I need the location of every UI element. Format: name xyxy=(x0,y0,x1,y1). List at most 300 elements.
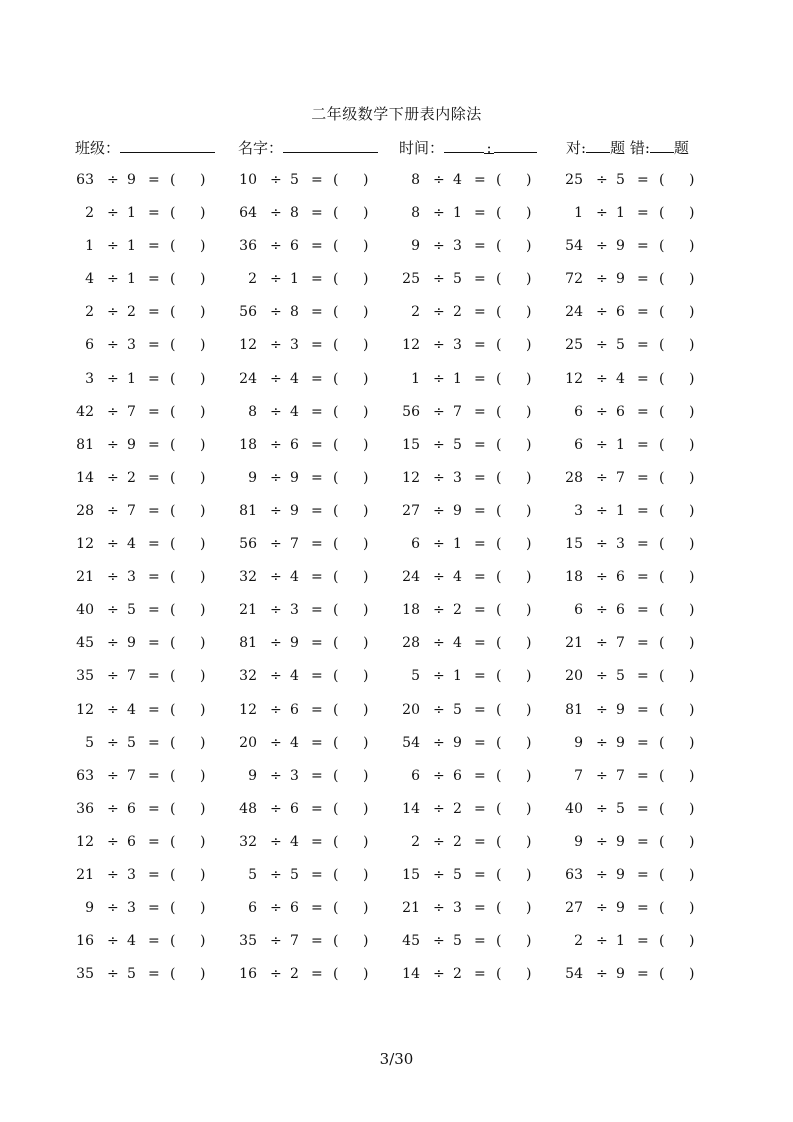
right-paren: ) xyxy=(363,469,369,486)
answer-blank[interactable] xyxy=(506,503,524,521)
dividend: 6 xyxy=(248,900,257,917)
divisor: 9 xyxy=(453,734,462,751)
answer-blank[interactable] xyxy=(506,569,524,587)
answer-blank[interactable] xyxy=(343,569,361,587)
problem-row xyxy=(0,598,793,631)
answer-blank[interactable] xyxy=(669,900,687,918)
right-paren: ) xyxy=(526,866,532,883)
answer-blank[interactable] xyxy=(669,867,687,885)
answer-blank[interactable] xyxy=(180,635,198,653)
dividend: 16 xyxy=(76,933,94,950)
answer-blank[interactable] xyxy=(669,569,687,587)
divide-sign: ÷ xyxy=(107,205,119,222)
dividend: 5 xyxy=(411,668,420,685)
right-paren: ) xyxy=(689,933,695,950)
right-paren: ) xyxy=(363,569,369,586)
right-paren: ) xyxy=(526,370,532,387)
dividend: 7 xyxy=(574,767,583,784)
divisor: 6 xyxy=(616,602,625,619)
name-blank[interactable] xyxy=(283,138,378,153)
dividend: 14 xyxy=(402,800,420,817)
divisor: 9 xyxy=(290,502,299,519)
answer-blank[interactable] xyxy=(180,668,198,686)
equals-sign: = xyxy=(474,734,486,751)
answer-blank[interactable] xyxy=(343,966,361,984)
right-paren: ) xyxy=(200,238,206,255)
time-minute-blank[interactable] xyxy=(494,138,537,153)
dividend: 2 xyxy=(85,205,94,222)
right-paren: ) xyxy=(363,205,369,222)
divisor: 7 xyxy=(616,635,625,652)
answer-blank[interactable] xyxy=(343,602,361,620)
answer-blank[interactable] xyxy=(180,536,198,554)
answer-blank[interactable] xyxy=(506,900,524,918)
divide-sign: ÷ xyxy=(270,602,282,619)
answer-blank[interactable] xyxy=(669,933,687,951)
right-paren: ) xyxy=(363,635,369,652)
answer-blank[interactable] xyxy=(180,933,198,951)
answer-blank[interactable] xyxy=(180,702,198,720)
equals-sign: = xyxy=(311,469,323,486)
answer-blank[interactable] xyxy=(669,735,687,753)
left-paren: ( xyxy=(170,900,176,917)
divisor: 6 xyxy=(127,800,136,817)
answer-blank[interactable] xyxy=(180,172,198,190)
answer-blank[interactable] xyxy=(669,437,687,455)
left-paren: ( xyxy=(333,469,339,486)
answer-blank[interactable] xyxy=(506,304,524,322)
left-paren: ( xyxy=(333,172,339,188)
dividend: 2 xyxy=(574,933,583,950)
left-paren: ( xyxy=(170,635,176,652)
right-paren: ) xyxy=(526,436,532,453)
answer-blank[interactable] xyxy=(343,768,361,786)
answer-blank[interactable] xyxy=(343,470,361,488)
right-paren: ) xyxy=(689,469,695,486)
left-paren: ( xyxy=(170,668,176,685)
answer-blank[interactable] xyxy=(343,702,361,720)
divisor: 7 xyxy=(127,502,136,519)
score-field[interactable] xyxy=(566,137,689,158)
divisor: 4 xyxy=(290,833,299,850)
left-paren: ( xyxy=(659,767,665,784)
problem-row xyxy=(0,731,793,764)
divisor: 9 xyxy=(127,172,136,188)
answer-blank[interactable] xyxy=(343,404,361,422)
answer-blank[interactable] xyxy=(669,205,687,223)
divide-sign: ÷ xyxy=(107,238,119,255)
dividend: 8 xyxy=(248,403,257,420)
dividend: 45 xyxy=(402,933,420,950)
answer-blank[interactable] xyxy=(506,371,524,389)
left-paren: ( xyxy=(659,502,665,519)
right-paren: ) xyxy=(200,403,206,420)
problem-row xyxy=(0,466,793,499)
dividend: 2 xyxy=(411,304,420,321)
answer-blank[interactable] xyxy=(343,172,361,190)
equals-sign: = xyxy=(474,933,486,950)
equals-sign: = xyxy=(311,271,323,288)
right-paren: ) xyxy=(689,602,695,619)
equals-sign: = xyxy=(637,602,649,619)
answer-blank[interactable] xyxy=(506,867,524,885)
equals-sign: = xyxy=(474,701,486,718)
answer-blank[interactable] xyxy=(180,238,198,256)
divide-sign: ÷ xyxy=(270,172,282,188)
equals-sign: = xyxy=(474,635,486,652)
answer-blank[interactable] xyxy=(669,801,687,819)
left-paren: ( xyxy=(659,172,665,188)
answer-blank[interactable] xyxy=(180,404,198,422)
dividend: 9 xyxy=(248,469,257,486)
answer-blank[interactable] xyxy=(506,834,524,852)
left-paren: ( xyxy=(659,933,665,950)
left-paren: ( xyxy=(496,403,502,420)
problem-row xyxy=(0,698,793,731)
divisor: 9 xyxy=(616,833,625,850)
equals-sign: = xyxy=(474,866,486,883)
right-paren: ) xyxy=(363,436,369,453)
answer-blank[interactable] xyxy=(343,668,361,686)
divide-sign: ÷ xyxy=(270,205,282,222)
left-paren: ( xyxy=(333,436,339,453)
left-paren: ( xyxy=(170,172,176,188)
divide-sign: ÷ xyxy=(270,370,282,387)
divide-sign: ÷ xyxy=(270,536,282,553)
answer-blank[interactable] xyxy=(180,867,198,885)
right-paren: ) xyxy=(200,337,206,354)
equals-sign: = xyxy=(637,569,649,586)
dividend: 12 xyxy=(76,701,94,718)
right-paren: ) xyxy=(689,800,695,817)
answer-blank[interactable] xyxy=(506,205,524,223)
left-paren: ( xyxy=(333,767,339,784)
answer-blank[interactable] xyxy=(669,337,687,355)
answer-blank[interactable] xyxy=(180,735,198,753)
dividend: 14 xyxy=(76,469,94,486)
answer-blank[interactable] xyxy=(180,966,198,984)
left-paren: ( xyxy=(333,304,339,321)
answer-blank[interactable] xyxy=(506,602,524,620)
answer-blank[interactable] xyxy=(506,536,524,554)
dividend: 48 xyxy=(239,800,257,817)
answer-blank[interactable] xyxy=(506,668,524,686)
right-paren: ) xyxy=(200,800,206,817)
divisor: 3 xyxy=(453,238,462,255)
equals-sign: = xyxy=(311,205,323,222)
answer-blank[interactable] xyxy=(669,371,687,389)
divisor: 1 xyxy=(127,205,136,222)
dividend: 12 xyxy=(402,469,420,486)
right-paren: ) xyxy=(526,238,532,255)
left-paren: ( xyxy=(170,205,176,222)
answer-blank[interactable] xyxy=(343,900,361,918)
equals-sign: = xyxy=(148,205,160,222)
dividend: 12 xyxy=(239,337,257,354)
equals-sign: = xyxy=(637,635,649,652)
answer-blank[interactable] xyxy=(180,470,198,488)
left-paren: ( xyxy=(333,370,339,387)
answer-blank[interactable] xyxy=(343,238,361,256)
divide-sign: ÷ xyxy=(270,701,282,718)
right-paren: ) xyxy=(526,966,532,983)
dividend: 56 xyxy=(239,304,257,321)
equals-sign: = xyxy=(311,668,323,685)
right-paren: ) xyxy=(526,767,532,784)
dividend: 5 xyxy=(248,866,257,883)
answer-blank[interactable] xyxy=(669,702,687,720)
answer-blank[interactable] xyxy=(669,834,687,852)
answer-blank[interactable] xyxy=(669,768,687,786)
divisor: 6 xyxy=(290,238,299,255)
dividend: 21 xyxy=(239,602,257,619)
answer-blank[interactable] xyxy=(506,238,524,256)
answer-blank[interactable] xyxy=(669,172,687,190)
right-paren: ) xyxy=(200,966,206,983)
left-paren: ( xyxy=(170,701,176,718)
equals-sign: = xyxy=(311,701,323,718)
divide-sign: ÷ xyxy=(107,833,119,850)
answer-blank[interactable] xyxy=(669,503,687,521)
right-paren: ) xyxy=(689,403,695,420)
divide-sign: ÷ xyxy=(270,668,282,685)
dividend: 4 xyxy=(85,271,94,288)
right-paren: ) xyxy=(200,734,206,751)
divide-sign: ÷ xyxy=(270,635,282,652)
equals-sign: = xyxy=(637,436,649,453)
left-paren: ( xyxy=(659,602,665,619)
dividend: 5 xyxy=(85,734,94,751)
right-paren: ) xyxy=(200,469,206,486)
answer-blank[interactable] xyxy=(669,271,687,289)
dividend: 10 xyxy=(239,172,257,188)
answer-blank[interactable] xyxy=(506,271,524,289)
right-paren: ) xyxy=(526,800,532,817)
answer-blank[interactable] xyxy=(343,271,361,289)
right-paren: ) xyxy=(200,205,206,222)
answer-blank[interactable] xyxy=(669,668,687,686)
right-paren: ) xyxy=(200,502,206,519)
answer-blank[interactable] xyxy=(180,602,198,620)
equals-sign: = xyxy=(311,436,323,453)
problem-row xyxy=(0,532,793,565)
answer-blank[interactable] xyxy=(180,801,198,819)
time-hour-blank[interactable] xyxy=(444,138,484,153)
equals-sign: = xyxy=(311,900,323,917)
dividend: 24 xyxy=(565,304,583,321)
dividend: 14 xyxy=(402,966,420,983)
left-paren: ( xyxy=(496,536,502,553)
answer-blank[interactable] xyxy=(506,735,524,753)
answer-blank[interactable] xyxy=(343,834,361,852)
answer-blank[interactable] xyxy=(669,966,687,984)
equals-sign: = xyxy=(311,172,323,188)
problem-row xyxy=(0,201,793,234)
equals-sign: = xyxy=(474,668,486,685)
right-paren: ) xyxy=(689,436,695,453)
equals-sign: = xyxy=(311,866,323,883)
left-paren: ( xyxy=(170,966,176,983)
answer-blank[interactable] xyxy=(506,801,524,819)
divisor: 1 xyxy=(453,370,462,387)
answer-blank[interactable] xyxy=(343,337,361,355)
divisor: 6 xyxy=(127,833,136,850)
answer-blank[interactable] xyxy=(506,470,524,488)
answer-blank[interactable] xyxy=(180,768,198,786)
answer-blank[interactable] xyxy=(180,569,198,587)
divisor: 4 xyxy=(127,933,136,950)
answer-blank[interactable] xyxy=(180,205,198,223)
right-paren: ) xyxy=(689,767,695,784)
answer-blank[interactable] xyxy=(343,867,361,885)
divide-sign: ÷ xyxy=(433,536,445,553)
left-paren: ( xyxy=(170,502,176,519)
dividend: 35 xyxy=(239,933,257,950)
equals-sign: = xyxy=(148,403,160,420)
answer-blank[interactable] xyxy=(669,404,687,422)
answer-blank[interactable] xyxy=(343,205,361,223)
right-paren: ) xyxy=(689,172,695,188)
dividend: 6 xyxy=(574,602,583,619)
divisor: 5 xyxy=(453,866,462,883)
dividend: 28 xyxy=(402,635,420,652)
right-paren: ) xyxy=(689,304,695,321)
class-blank[interactable] xyxy=(120,138,215,153)
right-paren: ) xyxy=(689,536,695,553)
equals-sign: = xyxy=(637,900,649,917)
equals-sign: = xyxy=(148,966,160,983)
divide-sign: ÷ xyxy=(433,304,445,321)
answer-blank[interactable] xyxy=(506,702,524,720)
divide-sign: ÷ xyxy=(270,238,282,255)
answer-blank[interactable] xyxy=(180,271,198,289)
class-field[interactable] xyxy=(75,137,215,158)
answer-blank[interactable] xyxy=(180,437,198,455)
left-paren: ( xyxy=(333,635,339,652)
divide-sign: ÷ xyxy=(270,800,282,817)
right-paren: ) xyxy=(200,370,206,387)
answer-blank[interactable] xyxy=(180,834,198,852)
right-paren: ) xyxy=(200,304,206,321)
left-paren: ( xyxy=(170,800,176,817)
divisor: 4 xyxy=(453,569,462,586)
problem-grid xyxy=(0,168,793,995)
left-paren: ( xyxy=(333,734,339,751)
name-label: 名字： xyxy=(238,139,284,157)
answer-blank[interactable] xyxy=(506,966,524,984)
wrong-blank[interactable] xyxy=(650,138,674,153)
left-paren: ( xyxy=(333,668,339,685)
dividend: 81 xyxy=(76,436,94,453)
divisor: 5 xyxy=(290,866,299,883)
answer-blank[interactable] xyxy=(506,768,524,786)
correct-blank[interactable] xyxy=(586,138,610,153)
divisor: 4 xyxy=(290,370,299,387)
divide-sign: ÷ xyxy=(107,271,119,288)
answer-blank[interactable] xyxy=(343,503,361,521)
dividend: 2 xyxy=(85,304,94,321)
answer-blank[interactable] xyxy=(343,933,361,951)
answer-blank[interactable] xyxy=(669,602,687,620)
divisor: 3 xyxy=(290,767,299,784)
answer-blank[interactable] xyxy=(506,635,524,653)
answer-blank[interactable] xyxy=(343,536,361,554)
divide-sign: ÷ xyxy=(596,602,608,619)
divide-sign: ÷ xyxy=(270,933,282,950)
divisor: 4 xyxy=(290,668,299,685)
answer-blank[interactable] xyxy=(506,437,524,455)
divide-sign: ÷ xyxy=(596,469,608,486)
divide-sign: ÷ xyxy=(107,602,119,619)
answer-blank[interactable] xyxy=(343,437,361,455)
divide-sign: ÷ xyxy=(596,569,608,586)
divisor: 9 xyxy=(616,271,625,288)
answer-blank[interactable] xyxy=(180,900,198,918)
answer-blank[interactable] xyxy=(343,735,361,753)
answer-blank[interactable] xyxy=(180,371,198,389)
divisor: 1 xyxy=(616,502,625,519)
dividend: 12 xyxy=(565,370,583,387)
answer-blank[interactable] xyxy=(343,801,361,819)
divisor: 2 xyxy=(453,602,462,619)
answer-blank[interactable] xyxy=(669,470,687,488)
divisor: 4 xyxy=(453,635,462,652)
divisor: 4 xyxy=(453,172,462,188)
answer-blank[interactable] xyxy=(669,635,687,653)
divide-sign: ÷ xyxy=(107,866,119,883)
divide-sign: ÷ xyxy=(107,304,119,321)
answer-blank[interactable] xyxy=(343,304,361,322)
divide-sign: ÷ xyxy=(270,966,282,983)
dividend: 25 xyxy=(565,337,583,354)
answer-blank[interactable] xyxy=(506,172,524,190)
divide-sign: ÷ xyxy=(107,800,119,817)
answer-blank[interactable] xyxy=(180,503,198,521)
divide-sign: ÷ xyxy=(433,205,445,222)
right-paren: ) xyxy=(363,800,369,817)
divisor: 3 xyxy=(290,602,299,619)
answer-blank[interactable] xyxy=(669,536,687,554)
answer-blank[interactable] xyxy=(669,238,687,256)
right-paren: ) xyxy=(689,966,695,983)
divisor: 8 xyxy=(290,205,299,222)
divide-sign: ÷ xyxy=(433,800,445,817)
left-paren: ( xyxy=(659,966,665,983)
left-paren: ( xyxy=(170,734,176,751)
answer-blank[interactable] xyxy=(506,337,524,355)
answer-blank[interactable] xyxy=(506,933,524,951)
answer-blank[interactable] xyxy=(343,371,361,389)
equals-sign: = xyxy=(311,569,323,586)
divide-sign: ÷ xyxy=(107,469,119,486)
dividend: 2 xyxy=(411,833,420,850)
answer-blank[interactable] xyxy=(180,337,198,355)
left-paren: ( xyxy=(170,569,176,586)
answer-blank[interactable] xyxy=(669,304,687,322)
divide-sign: ÷ xyxy=(433,866,445,883)
answer-blank[interactable] xyxy=(180,304,198,322)
name-field[interactable] xyxy=(238,137,378,158)
time-colon: : xyxy=(484,139,494,154)
answer-blank[interactable] xyxy=(506,404,524,422)
divide-sign: ÷ xyxy=(107,734,119,751)
answer-blank[interactable] xyxy=(343,635,361,653)
time-field[interactable] xyxy=(399,137,537,158)
equals-sign: = xyxy=(148,800,160,817)
divisor: 2 xyxy=(453,833,462,850)
left-paren: ( xyxy=(333,403,339,420)
equals-sign: = xyxy=(637,767,649,784)
